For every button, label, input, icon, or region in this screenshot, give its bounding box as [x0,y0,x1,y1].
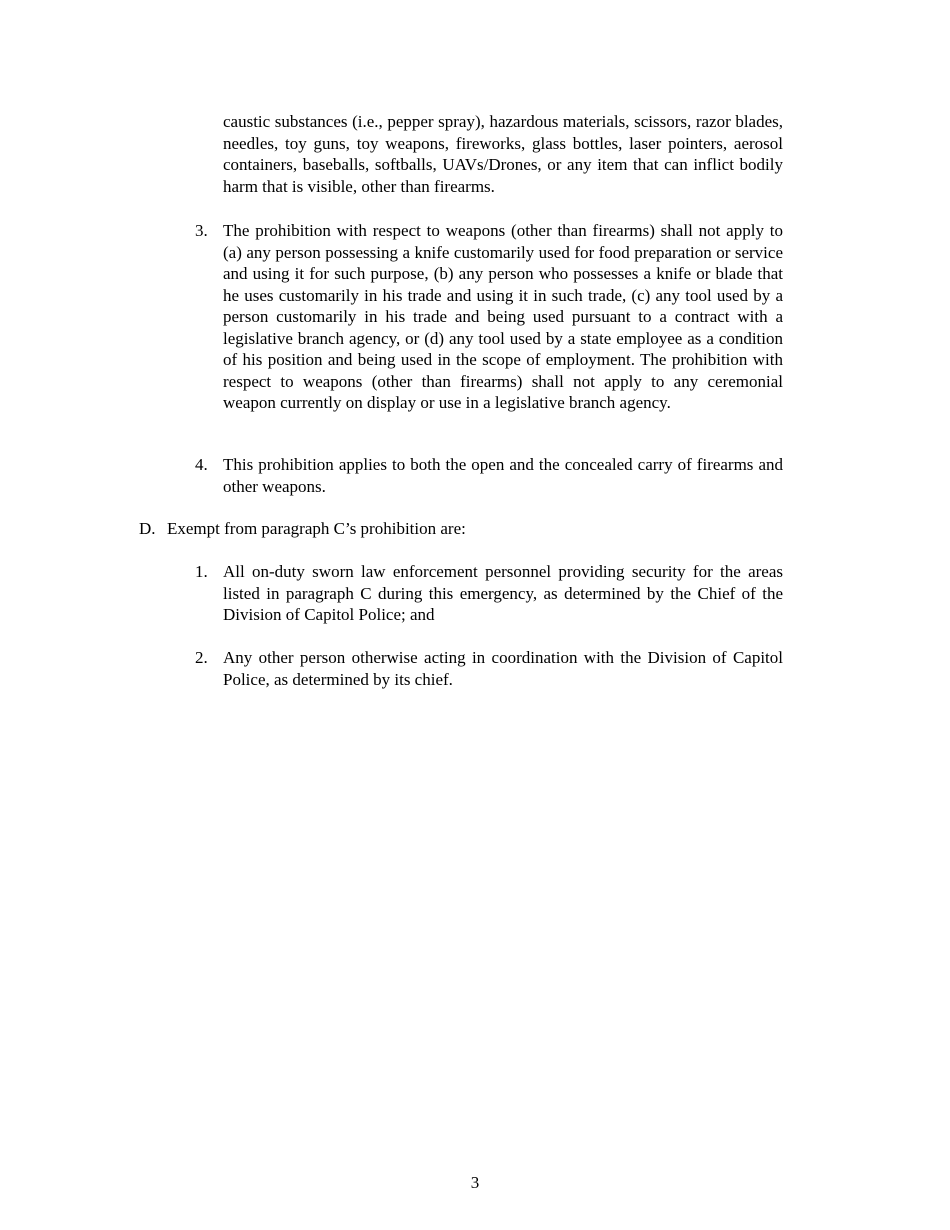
list-item-text: All on-duty sworn law enforcement personnel providing security for the areas listed in paragraph C during this emergency, as determined by the Chief of the Division of Capitol Police; and [223,562,783,624]
list-item-number: 1. [195,562,208,581]
section-heading: Exempt from paragraph C’s prohibition are: [167,519,466,538]
list-item-text: The prohibition with respect to weapons (other than firearms) shall not apply to (a) any person possessing a knife customarily used for food preparation or service and using it for such purpose, (b) any person who possesses a knife or blade that he uses customarily in his trade and using it in such trade, (c) any tool used by a person customarily in his trade and being used pursuant to a contract with a legislative branch agency, or (d) any tool used by a state employee as a condition of his position and being used in the scope of employment. The prohibition with respect to weapons (other than firearms) shall not apply to any ceremonial weapon currently on display or use in a legislative branch agency. [223,221,783,412]
list-item-number: 4. [195,455,208,474]
list-item-text: Any other person otherwise acting in coordination with the Division of Capitol Police, as determined by its chief. [223,648,783,689]
page-number: 3 [470,1173,480,1192]
list-item-number: 3. [195,221,208,240]
section-letter: D. [139,519,156,538]
continuation-paragraph: caustic substances (i.e., pepper spray), hazardous materials, scissors, razor blades, needles, toy guns, toy weapons, fireworks, glass bottles, laser pointers, aerosol containers, baseballs, softballs, UAVs/Drones, or any item that can inflict bodily harm that is visible, other than firearms. [223,112,783,196]
list-item-text: This prohibition applies to both the open and the concealed carry of firearms and other weapons. [223,455,783,496]
list-item-number: 2. [195,648,208,667]
